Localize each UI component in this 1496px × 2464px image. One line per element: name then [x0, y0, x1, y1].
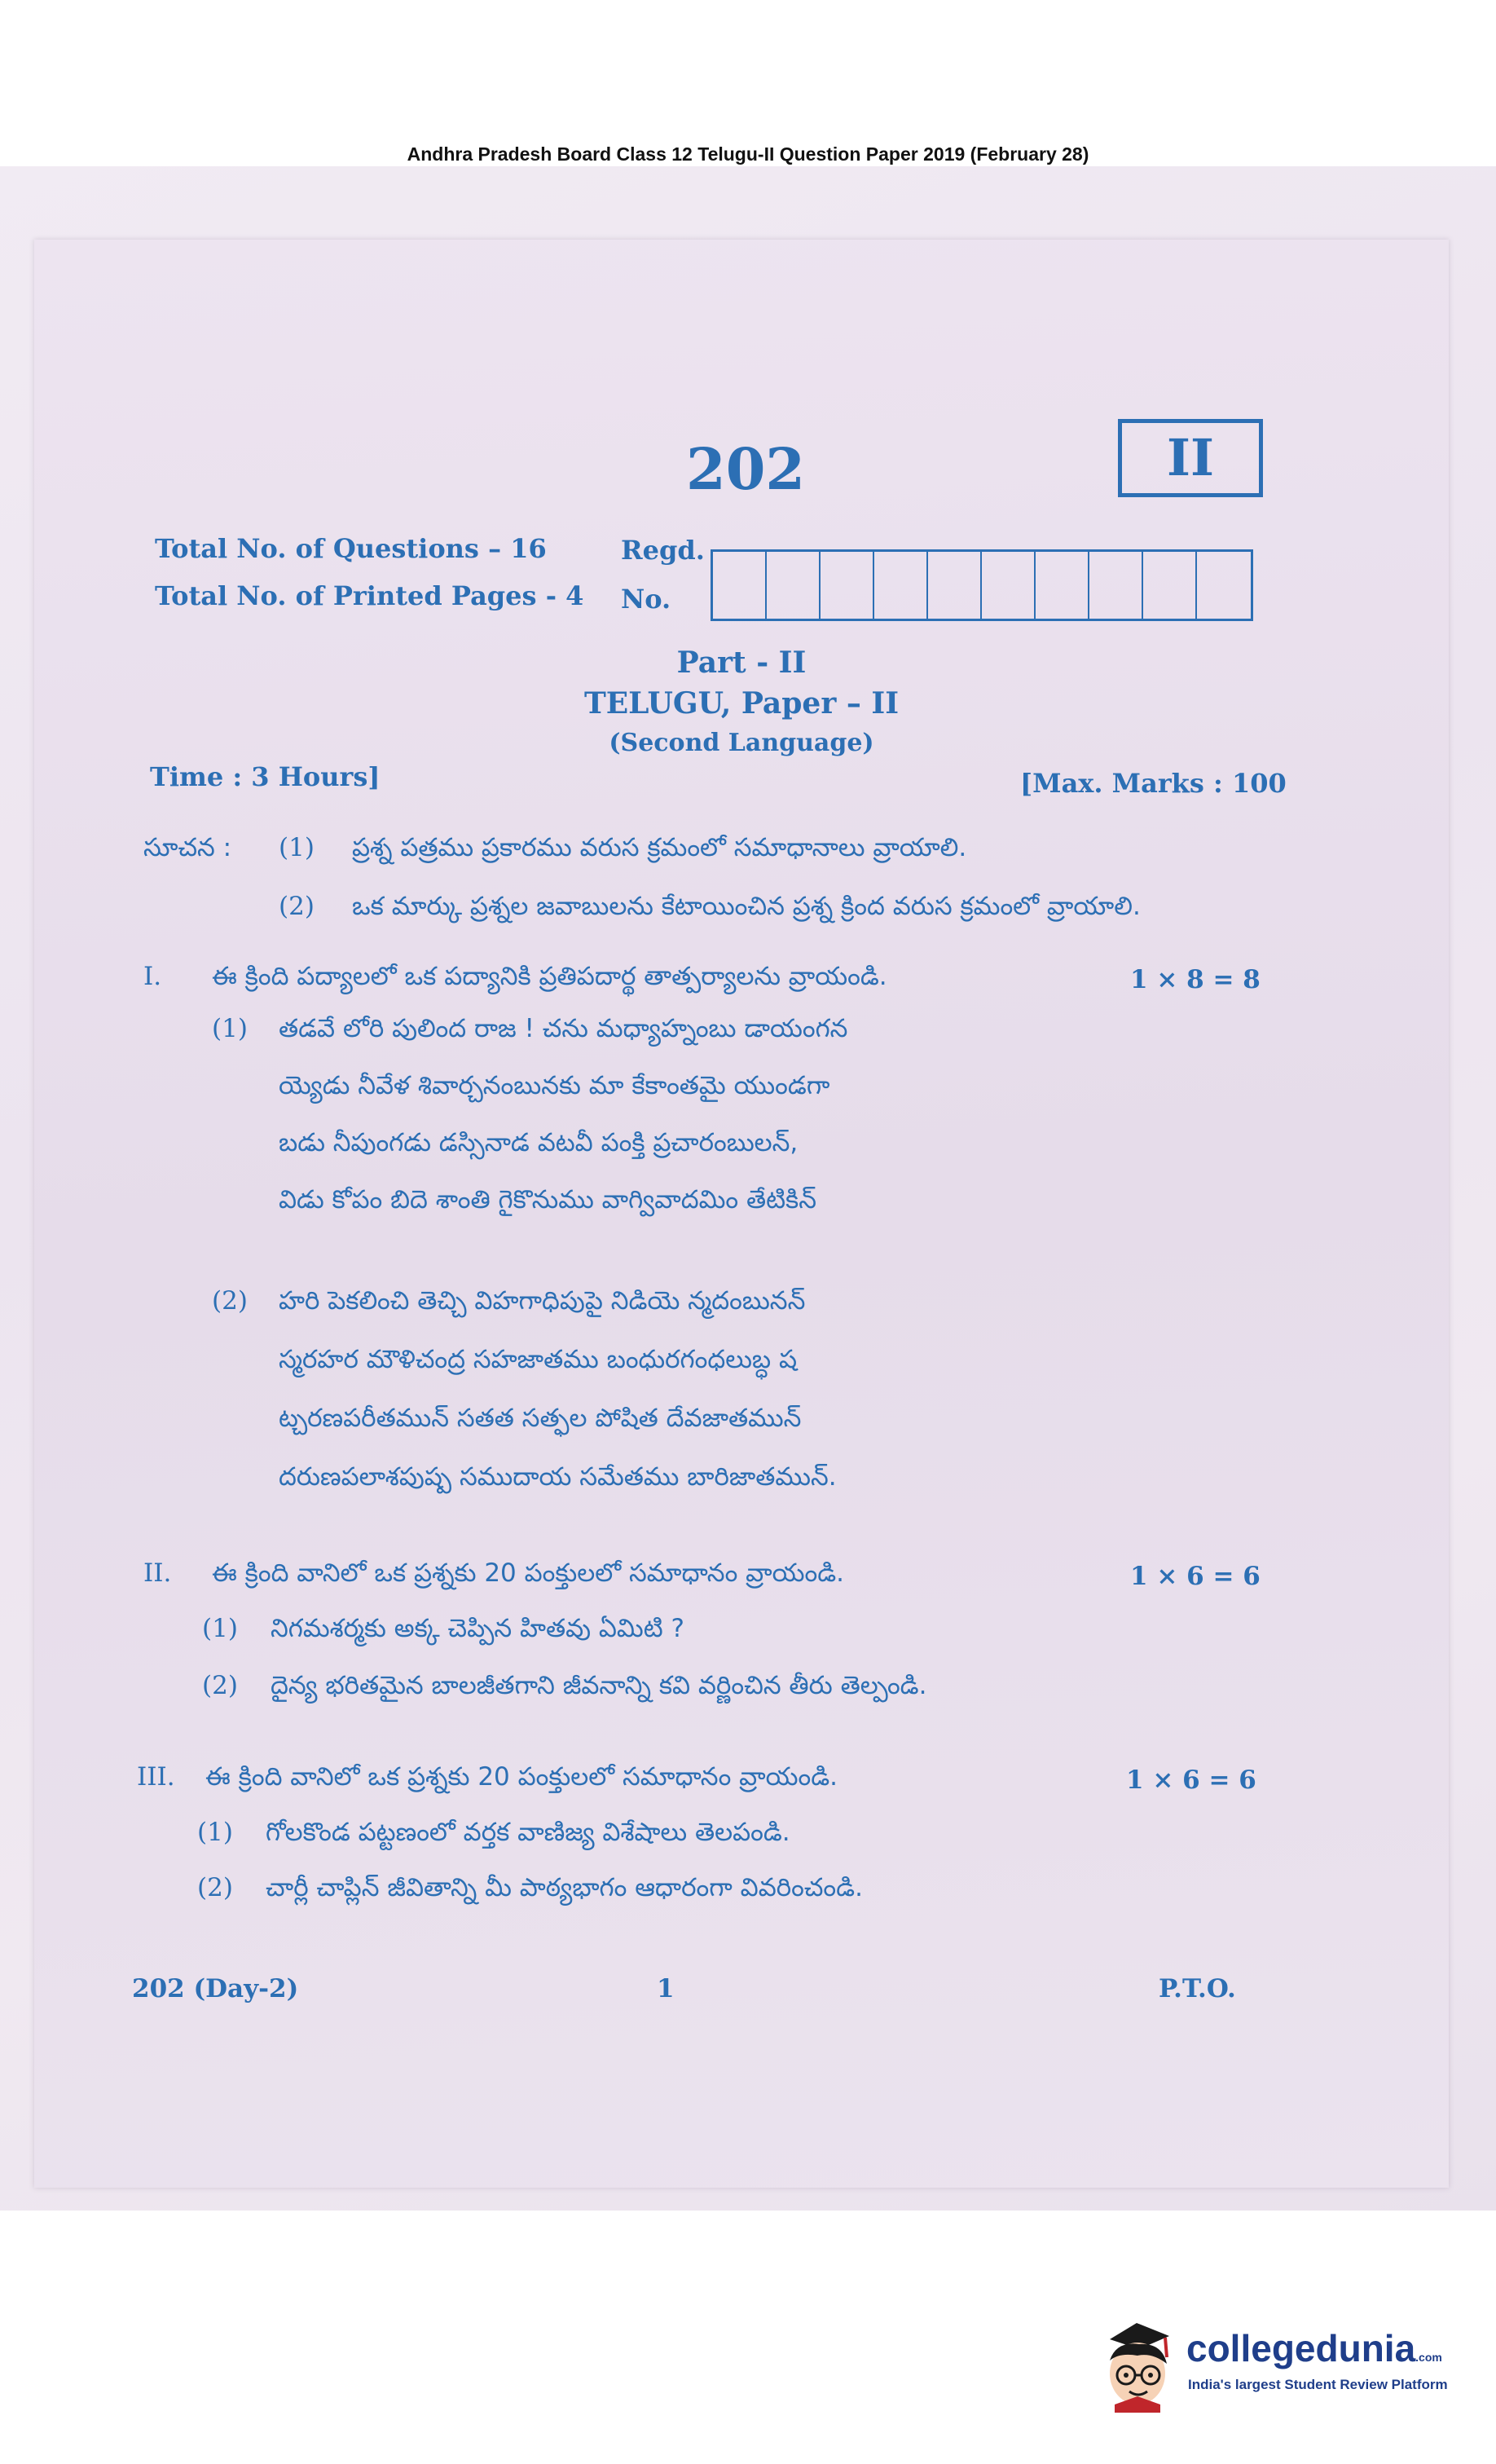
pto-label: P.T.O.	[1159, 1974, 1236, 2003]
instruction-number: (2)	[279, 892, 315, 921]
regd-box	[874, 552, 928, 619]
collegedunia-logo	[1092, 2315, 1450, 2413]
section-number: I.	[143, 962, 162, 991]
total-questions: Total No. of Questions – 16	[155, 533, 547, 564]
part-box: II	[1118, 419, 1263, 497]
regd-box	[1089, 552, 1143, 619]
item-number: (2)	[202, 1671, 238, 1700]
regd-box	[1197, 552, 1251, 619]
verse-line: దరుణపలాశపుష్ప సముదాయ సమేతము బారిజాతమున్.	[279, 1462, 837, 1492]
instruction-text: ప్రశ్న పత్రము ప్రకారము వరుస క్రమంలో సమాధానాలు వ్రాయాలి.	[352, 833, 967, 862]
regd-box	[1143, 552, 1197, 619]
verse-line: తడవే లోరి పులింద రాజ ! చను మధ్యాహ్నంబు డాయంగన	[279, 1014, 848, 1043]
section-heading: ఈ క్రింది వానిలో ఒక ప్రశ్నకు 20 పంక్తులలో సమాధానం వ్రాయండి.	[212, 1558, 844, 1588]
instruction-text: ఒక మార్కు ప్రశ్నల జవాబులను కేటాయించిన ప్రశ్న క్రింద వరుస క్రమంలో వ్రాయాలి.	[352, 892, 1141, 921]
question-text: దైన్య భరితమైన బాలజీతగాని జీవనాన్ని కవి వర్ణించిన తీరు తెల్పండి.	[271, 1671, 927, 1700]
regd-number-boxes	[711, 549, 1253, 621]
logo-name: collegedunia.com	[1186, 2327, 1442, 2369]
scanned-page	[0, 166, 1496, 2211]
logo-tagline: India's largest Student Review Platform	[1188, 2377, 1448, 2392]
footer-code: 202 (Day-2)	[132, 1974, 299, 2003]
verse-line: య్యెడు నీవేళ శివార్చనంబునకు మా కేకాంతమై యుండగా	[279, 1071, 830, 1100]
verse-line: బడు నీపుంగడు డస్సినాడ వటవీ పంక్తి ప్రచారంబులన్,	[279, 1128, 799, 1157]
verse-line: విడు కోపం బిదె శాంతి గైకొనుము వాగ్వివాదమిం తేటికిన్	[279, 1185, 816, 1214]
section-number: II.	[143, 1558, 172, 1588]
no-label: No.	[621, 584, 671, 615]
regd-label: Regd.	[621, 535, 705, 566]
instruction-number: (1)	[279, 833, 315, 862]
item-number: (2)	[197, 1873, 233, 1902]
question-paper	[34, 240, 1449, 2188]
part-title: Part - II	[676, 646, 807, 680]
time-label: Time : 3 Hours]	[150, 761, 381, 792]
regd-box	[713, 552, 767, 619]
page-header: Andhra Pradesh Board Class 12 Telugu-II Question Paper 2019 (February 28)	[407, 143, 1089, 165]
subject-title: TELUGU, Paper – II	[583, 686, 900, 721]
section-heading: ఈ క్రింది వానిలో ఒక ప్రశ్నకు 20 పంక్తులలో సమాధానం వ్రాయండి.	[205, 1762, 838, 1792]
page-number: 1	[657, 1974, 675, 2003]
item-number: (1)	[212, 1014, 248, 1043]
item-number: (1)	[202, 1614, 238, 1643]
max-marks: [Max. Marks : 100	[1020, 768, 1287, 799]
mascot-icon	[1092, 2315, 1181, 2413]
question-text: చార్లీ చాప్లిన్ జీవితాన్ని మీ పాఠ్యభాగం ఆధారంగా వివరించండి.	[266, 1873, 863, 1902]
section-heading: ఈ క్రింది పద్యాలలో ఒక పద్యానికి ప్రతిపదార్థ తాత్పర్యాలను వ్రాయండి.	[212, 962, 887, 991]
instructions-label: సూచన :	[143, 833, 232, 862]
item-number: (2)	[212, 1286, 248, 1316]
section-number: III.	[137, 1762, 175, 1792]
regd-box	[767, 552, 821, 619]
paper-code: 202	[686, 435, 806, 503]
item-number: (1)	[197, 1818, 233, 1847]
verse-line: హరి పెకలించి తెచ్చి విహగాధిపుపై నిడియె న్మదంబునన్	[279, 1286, 806, 1316]
language-title: (Second Language)	[609, 729, 874, 757]
verse-line: స్మరహర మౌళిచంద్ర సహజాతము బంధురగంధలుబ్ధ ష	[279, 1345, 798, 1374]
section-marks: 1 × 8 = 8	[1130, 965, 1261, 994]
regd-box	[928, 552, 982, 619]
question-text: నిగమశర్మకు అక్క చెప్పిన హితవు ఏమిటి ?	[271, 1614, 684, 1643]
section-marks: 1 × 6 = 6	[1126, 1765, 1256, 1795]
question-text: గోలకొండ పట్టణంలో వర్తక వాణిజ్య విశేషాలు తెలపండి.	[266, 1818, 790, 1847]
regd-box	[1036, 552, 1089, 619]
regd-box	[982, 552, 1036, 619]
regd-box	[821, 552, 874, 619]
section-marks: 1 × 6 = 6	[1130, 1562, 1261, 1591]
verse-line: ట్చరణపరీతమున్ సతత సత్ఫల పోషిత దేవజాతమున్	[279, 1404, 802, 1433]
logo-suffix: .com	[1415, 2351, 1442, 2364]
total-pages: Total No. of Printed Pages - 4	[155, 580, 584, 611]
